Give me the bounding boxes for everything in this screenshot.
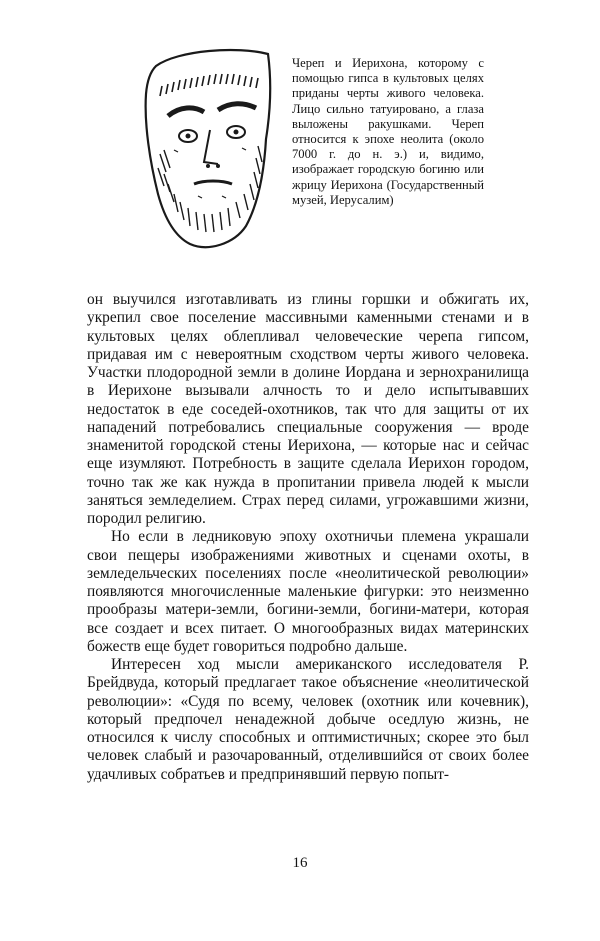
- figure-caption-text: Череп и Иерихона, которому с помощью гипса в культовых целях приданы черты живого человека. Лицо сильно татуировано, а глаза выложены ракушками. Череп относится к эпохе неолита (около 7000 г. до н. э.) и, видимо, изображает городскую богиню или жрицу Иерихона (Государственный музей, Иерусалим): [292, 56, 484, 207]
- skull-drawing-icon: [138, 44, 278, 254]
- paragraph-2: Но если в ледниковую эпоху охотничьи племена украшали свои пещеры изображениями животных и сценами охоты, в земледельческих поселениях после «неолитической революции» появляются многочисленные маленькие фигурки: это неизменно прообразы матери-земли, богини-земли, богини-матери, которая все создает и всех питает. О многообразных видах материнских божеств еще будет говориться подробно дальше.: [87, 528, 529, 655]
- paragraph-3: Интересен ход мысли американского исследователя Р. Брейдвуда, который предлагает такое объяснение «неолитической революции»: «Судя по всему, человек (охотник или кочевник), который предпочел ненадежной добыче оседлую жизнь, не относился к числу способных и оптимистичных; скорее это был человек слабый и разочарованный, отделившийся от своих более удачливых собратьев и предпринявший первую попыт-: [87, 656, 529, 783]
- paragraph-1: он выучился изготавливать из глины горшки и обжигать их, укрепил свое поселение массивными каменными стенами и в культовых целях облепливал человеческие черепа гипсом, придавая им с невероятным сходством черты живого человека. Участки плодородной земли в долине Иордана и зернохранилища в Иерихоне вызывали алчность то и дело испытывавших недостаток в еде соседей-охотников, так что для защиты от их нападений потребовались специальные сооружения — вроде знаменитой городской стены Иерихона, — которые нас и сейчас еще изумляют. Потребность в защите сделала Иерихон городом, точно так же как нужда в пропитании привела людей к мысли заняться земледелием. Страх перед силами, угрожавшими жизни, породил религию.: [87, 291, 529, 527]
- body-text: [87, 291, 529, 784]
- figure-caption: [292, 56, 484, 208]
- page-number: 16: [292, 855, 308, 871]
